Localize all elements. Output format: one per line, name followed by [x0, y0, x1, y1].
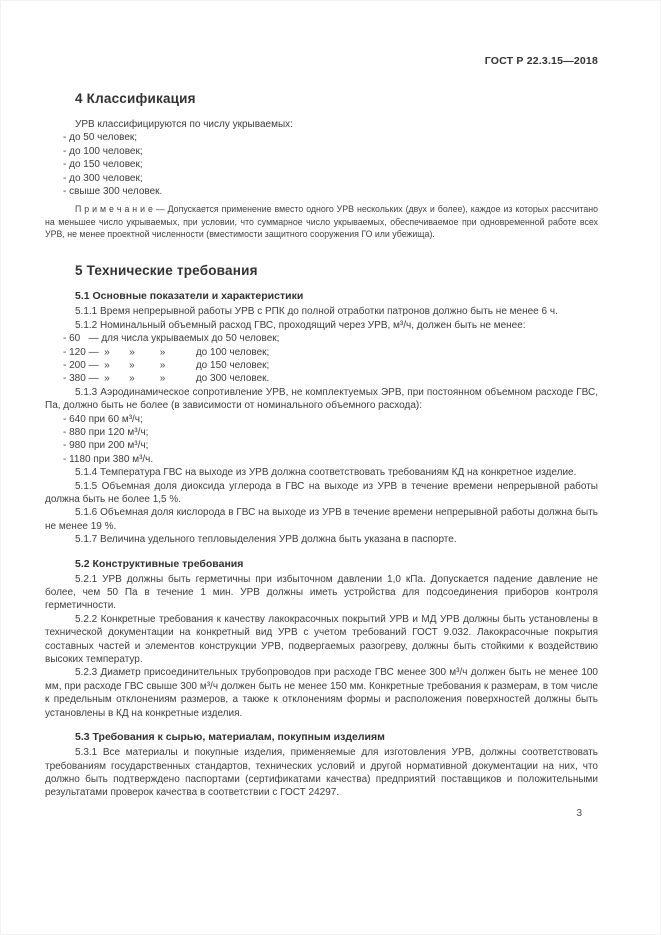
list-item: - 60 — для числа укрываемых до 50 человек; — [63, 333, 280, 345]
doc-code: ГОСТ Р 22.3.15—2018 — [484, 55, 598, 67]
paragraph-5-1-1: 5.1.1 Время непрерывной работы УРВ с РПК до полной отработки патронов должно быть не менее 6 ч. — [75, 306, 558, 318]
paragraph-5-2-1: 5.2.1 УРВ должны быть герметичны при избыточном давлении 1,0 кПа. Допускается падение давление не более, чем 50 Па в течение 1 мин. УРВ должны иметь устройства для подсоединения приборов контроля герметичности. — [45, 573, 598, 612]
section-4-heading: 4 Классификация — [75, 91, 196, 106]
paragraph-5-2-2: 5.2.2 Конкретные требования к качеству лакокрасочных покрытий УРВ и МД УРВ должны быть установлены в технической документации на конкретный вид УРВ с учетом требований ГОСТ 9.032. Лакокрасочные покрытия составных частей и элементов конструкции УРВ, подвергаемых разогреву, должны быть стойкими к воздействию высоких температур. — [45, 613, 598, 666]
paragraph-5-1-6: 5.1.6 Объемная доля кислорода в ГВС на выходе из УРВ в течение времени непрерывной работы должна быть не менее 19 %. — [45, 507, 598, 532]
section-5-heading: 5 Технические требования — [75, 263, 258, 279]
paragraph-5-3-1: 5.3.1 Все материалы и покупные изделия, применяемые для изготовления УРВ, должны соответствовать требованиям государственных стандартов, технических условий и другой нормативной документации на них, что должно быть подтверждено паспортами (сертификатами качества) предприятий поставщиков и положительными результатами проверок качества в соответствии с ГОСТ 24297. — [45, 747, 598, 799]
list-item: - 120 — » » » до 100 человек; — [63, 346, 270, 358]
classification-list — [45, 131, 598, 198]
section-5-3-heading: 5.3 Требования к сырью, материалам, покупным изделиям — [75, 731, 385, 744]
note-paragraph: П р и м е ч а н и е — Допускается применение вместо одного УРВ нескольких (двух и более), каждое из которых рассчитано на меньшее число укрываемых, при условии, что суммарное число укрываемых, обеспечиваемое при одновременной работе всех УРВ, не менее проектной численности (вместимости защитного сооружения ГО или убежища). — [45, 204, 598, 240]
list-item: - до 100 человек; — [63, 145, 143, 157]
flow-rate-list — [45, 332, 598, 386]
section-5-2-heading: 5.2 Конструктивные требования — [75, 557, 244, 570]
paragraph-5-1-2: 5.1.2 Номинальный объемный расход ГВС, проходящий через УРВ, м³/ч, должен быть не менее: — [75, 319, 526, 331]
page-number: 3 — [576, 807, 582, 819]
resistance-list — [45, 413, 598, 467]
paragraph-5-1-3: 5.1.3 Аэродинамическое сопротивление УРВ, не комплектуемых ЭРВ, при постоянном объемном расходе ГВС, Па, должно быть не более (в зависимости от номинального объемного расхода): — [45, 386, 598, 412]
paragraph-5-1-7: 5.1.7 Величина удельного тепловыделения УРВ должна быть указана в паспорте. — [75, 534, 457, 546]
paragraph-5-1-5: 5.1.5 Объемная доля диоксида углерода в ГВС на выходе из УРВ в течение времени непрерывной работы должна быть не более 1,5 %. — [45, 480, 598, 506]
list-item: - до 150 человек; — [63, 159, 143, 171]
doc-header — [45, 55, 598, 68]
list-item: - 200 — » » » до 150 человек; — [63, 359, 270, 371]
classification-intro: УРВ классифицируются по числу укрываемых: — [75, 119, 293, 130]
list-item: - до 50 человек; — [63, 132, 138, 144]
list-item: - 380 — » » » до 300 человек. — [63, 373, 270, 385]
list-item: - 880 при 120 м³/ч; — [63, 426, 149, 438]
paragraph-5-2-3: 5.2.3 Диаметр присоединительных трубопроводов при расходе ГВС менее 300 м³/ч должен быть не менее 100 мм, при расходе ГВС свыше 300 м³/ч должен быть не менее 150 мм. Конкретные требования к размерам, в том числе к предельным отклонениям размеров, а также к отклонениям формы и расположения поверхностей должны быть установлены в КД на конкретные изделия. — [45, 667, 598, 719]
list-item: - 640 при 60 м³/ч; — [63, 413, 143, 425]
paragraph-5-1-4: 5.1.4 Температура ГВС на выходе из УРВ должна соответствовать требованиям КД на конкретное изделие. — [75, 467, 577, 479]
list-item: - до 300 человек; — [63, 172, 143, 184]
list-item: - 1180 при 380 м³/ч. — [63, 453, 154, 465]
list-item: - 980 при 200 м³/ч; — [63, 440, 149, 452]
section-5-1-heading: 5.1 Основные показатели и характеристики — [75, 290, 304, 303]
list-item: - свыше 300 человек. — [63, 186, 163, 198]
